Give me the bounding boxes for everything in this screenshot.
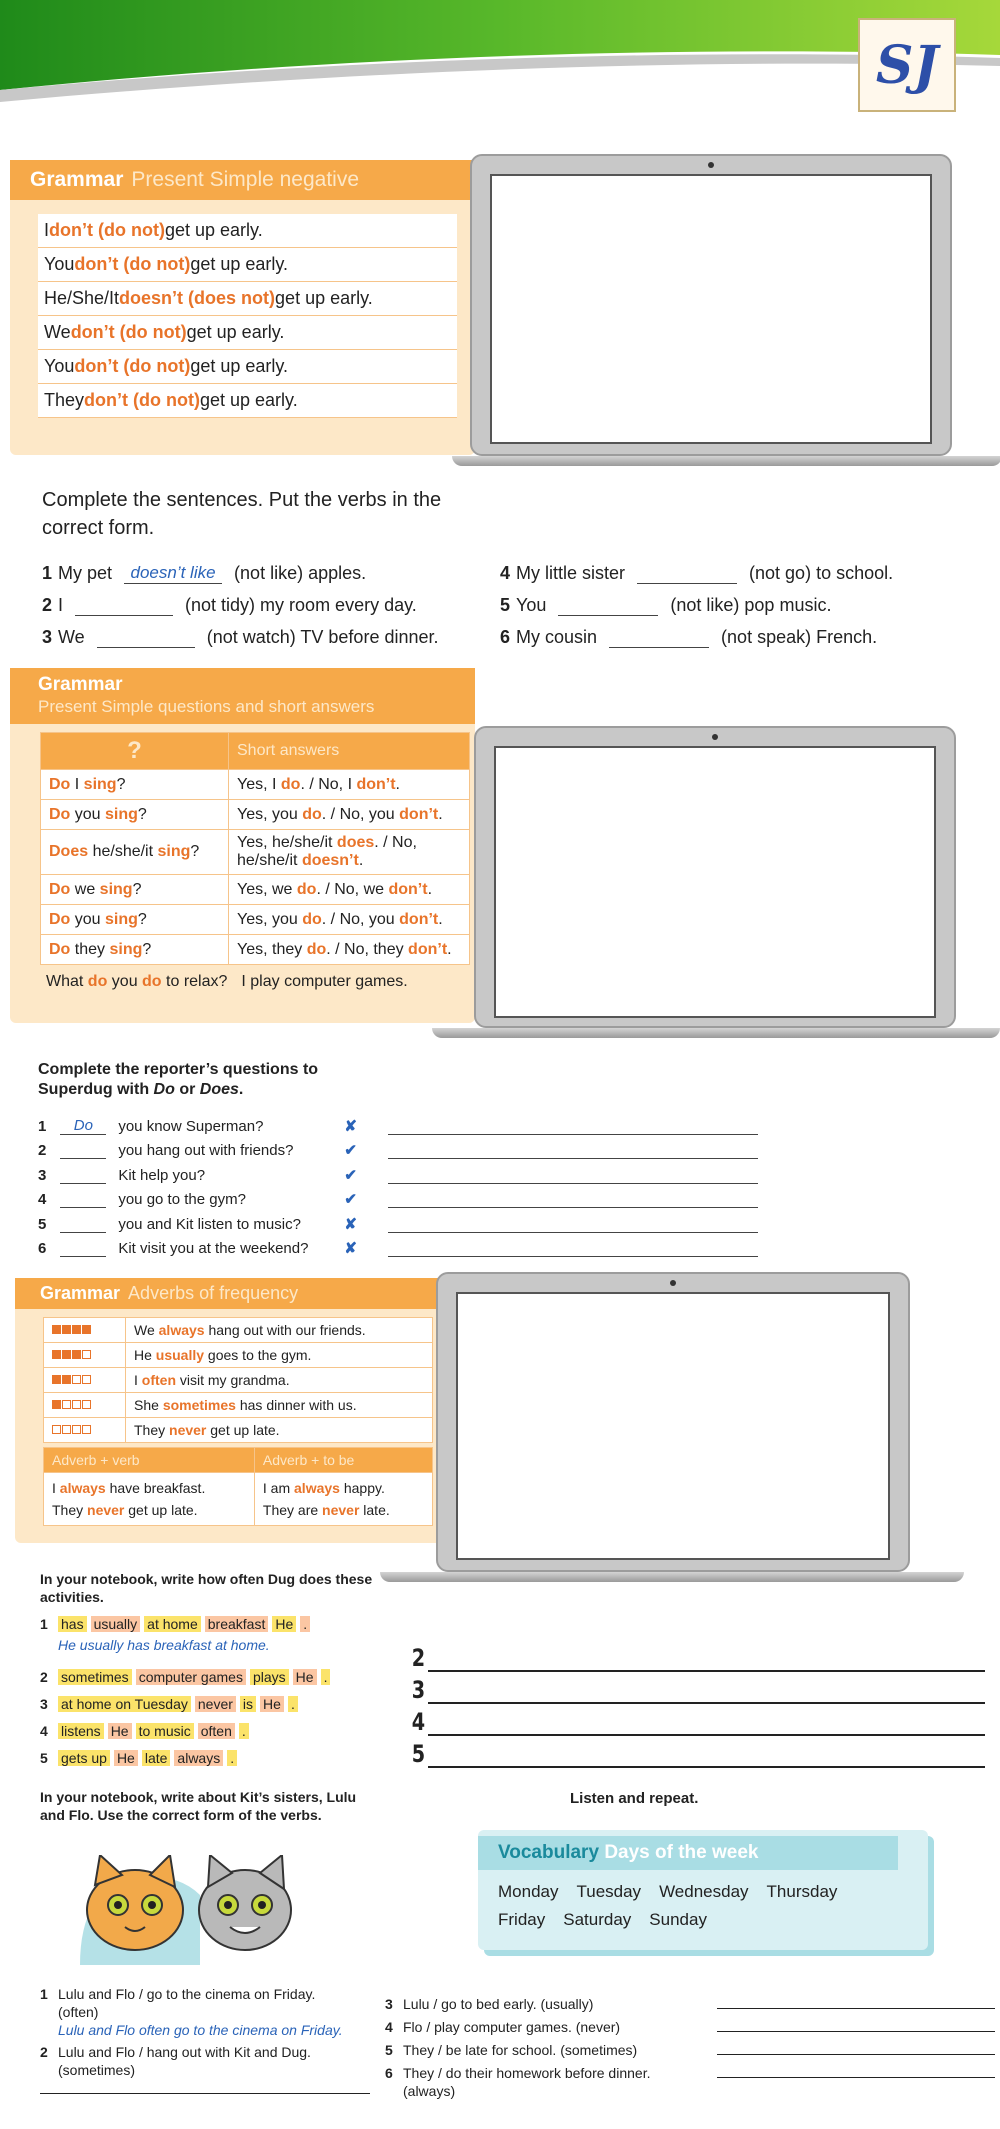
answer-line[interactable] [717, 2031, 995, 2032]
answer-blank[interactable]: doesn’t like [124, 563, 222, 584]
day-word: Sunday [649, 1910, 707, 1929]
answer-line[interactable]: 3 [410, 1672, 985, 1704]
days-row-2 [478, 1902, 928, 1930]
example-answer: He usually has breakfast at home. [58, 1637, 270, 1653]
adverb-rules-table [43, 1447, 433, 1526]
cross-icon: ✘ [344, 1240, 357, 1257]
adverbs-table [43, 1317, 433, 1443]
answer-line[interactable]: 4 [410, 1704, 985, 1736]
col-question: ? [41, 733, 229, 770]
laptop-image-2 [462, 720, 1000, 1045]
answer-blank[interactable] [637, 583, 737, 584]
answer-line[interactable] [388, 1183, 758, 1184]
exercise-3-answer-lines [410, 1640, 985, 1768]
sentence-item: 4 My little sister (not go) to school. [500, 563, 894, 583]
word-chip: never [195, 1696, 236, 1712]
word-chip: plays [250, 1669, 289, 1685]
word-chip: at home on Tuesday [58, 1696, 191, 1712]
col-adverb-verb: Adverb + verb [44, 1448, 255, 1473]
table-row: She sometimes has dinner with us. [44, 1393, 433, 1418]
exercise-3-instruction: In your notebook, write how often Dug does these activities. [40, 1571, 373, 1605]
day-word: Wednesday [659, 1882, 749, 1901]
day-word: Tuesday [576, 1882, 642, 1901]
answer-blank[interactable] [609, 647, 709, 648]
question-item: 4 you go to the gym? ✔ [38, 1184, 758, 1209]
grammar-title: Grammar [38, 674, 123, 695]
table-row: He usually goes to the gym. [44, 1343, 433, 1368]
tick-icon: ✔ [344, 1166, 357, 1184]
answer-line[interactable] [388, 1256, 758, 1257]
item-number: 4 [40, 1722, 48, 1739]
answer-line[interactable] [40, 2093, 370, 2094]
table-row: Do we sing? Yes, we do. / No, we don’t. [41, 875, 470, 905]
logo [858, 18, 956, 112]
day-word: Monday [498, 1882, 559, 1901]
question-item: 2 you hang out with friends? ✔ [38, 1135, 758, 1160]
grammar-rows [10, 200, 475, 418]
item-number: 1 [40, 1615, 48, 1632]
item-number: 5 [40, 1749, 48, 1766]
answer-blank[interactable] [60, 1232, 106, 1233]
item-number: 2 [40, 1668, 48, 1685]
answer-blank[interactable] [60, 1207, 106, 1208]
grammar-row: They don’t (do not) get up early. [38, 384, 457, 418]
logo-text: SJ [875, 34, 939, 96]
word-chip: at home [144, 1616, 201, 1632]
question-item: 3 Kit help you? ✔ [38, 1159, 758, 1184]
word-chip: He [114, 1750, 138, 1766]
prompt-item: 4 Flo / play computer games. (never) [385, 2013, 995, 2036]
answer-line[interactable] [717, 2054, 995, 2055]
cross-icon: ✘ [344, 1215, 357, 1233]
grammar-box-adverbs [15, 1278, 445, 1543]
grammar-header [10, 668, 475, 724]
prompt-item: 6 They / do their homework before dinner. [385, 2059, 995, 2082]
word-chip: gets up [58, 1750, 110, 1766]
grammar-row: I don’t (do not) get up early. [38, 214, 457, 248]
prompt-item: 2 Lulu and Flo / hang out with Kit and Dug. (sometimes) [40, 2044, 311, 2078]
day-word: Thursday [766, 1882, 838, 1901]
adverb-to-be-examples: I am always happy. They are never late. [254, 1473, 432, 1526]
table-row: Does he/she/it sing? Yes, he/she/it does. / No, he/she/it doesn’t. [41, 830, 470, 875]
grammar-header [15, 1278, 445, 1309]
item-number: 2 [38, 1142, 47, 1159]
day-word: Saturday [563, 1910, 632, 1929]
sentence-item: 1 My pet doesn’t like (not like) apples. [42, 563, 367, 583]
scramble-item [40, 1610, 420, 1637]
item-number: 3 [42, 627, 53, 647]
answer-line[interactable] [388, 1207, 758, 1208]
answer-blank[interactable] [97, 647, 195, 648]
word-chip: . [321, 1669, 331, 1685]
answer-line[interactable] [388, 1232, 758, 1233]
question-item: 6 Kit visit you at the weekend? ✘ [38, 1233, 758, 1258]
grammar-box-negative [10, 160, 475, 455]
table-row: Do I sing? Yes, I do. / No, I don’t. [41, 770, 470, 800]
sentence-item: 6 My cousin (not speak) French. [500, 627, 878, 647]
laptop-image-3 [400, 1270, 970, 1590]
col-short-answers: Short answers [229, 733, 470, 770]
grammar-row: You don’t (do not) get up early. [38, 248, 457, 282]
vocabulary-box [478, 1830, 928, 1950]
word-chip: . [288, 1696, 298, 1712]
answer-line[interactable] [388, 1158, 758, 1159]
grammar-row: You don’t (do not) get up early. [38, 350, 457, 384]
question-item: 5 you and Kit listen to music? ✘ [38, 1208, 758, 1233]
grammar-box-questions [10, 668, 475, 1023]
item-number: 6 [500, 627, 511, 647]
cats-illustration [70, 1855, 330, 1970]
exercise-3-items [40, 1610, 420, 1771]
item-number: 3 [40, 1695, 48, 1712]
tick-icon: ✔ [344, 1142, 357, 1159]
table-row: I often visit my grandma. [44, 1368, 433, 1393]
answer-blank[interactable] [60, 1256, 106, 1257]
item-number: 5 [38, 1215, 47, 1233]
grammar-subtitle: Present Simple questions and short answers [38, 697, 375, 716]
table-row: Do they sing? Yes, they do. / No, they don’t. [41, 935, 470, 965]
green-wave-graphic [0, 0, 1000, 110]
item-number: 4 [38, 1191, 47, 1208]
word-chip: computer games [136, 1669, 246, 1685]
answer-blank[interactable] [75, 615, 173, 616]
word-chip: . [300, 1616, 310, 1632]
word-chip: usually [91, 1616, 141, 1632]
exercise-1-left [42, 552, 502, 648]
answer-blank[interactable] [558, 615, 658, 616]
col-adverb-to-be: Adverb + to be [254, 1448, 432, 1473]
scramble-item [40, 1717, 420, 1744]
sentence-item: 5 You (not like) pop music. [500, 595, 832, 615]
sentence-item: 2 I (not tidy) my room every day. [42, 595, 417, 615]
questions-table [40, 732, 470, 965]
exercise-2-instruction: Complete the reporter’s questions to Superdug with Do or Does. [38, 1061, 319, 1098]
sentence-item: 3 We (not watch) TV before dinner. [42, 627, 439, 647]
answer-blank[interactable]: Do [60, 1117, 106, 1135]
word-chip: breakfast [205, 1616, 269, 1632]
grammar-subtitle: Present Simple negative [131, 168, 360, 191]
day-word: Friday [498, 1910, 546, 1929]
listen-instruction: Listen and repeat. [570, 1790, 699, 1807]
word-chip: He [108, 1723, 132, 1739]
word-chip: is [240, 1696, 256, 1712]
scramble-item [40, 1744, 420, 1771]
adverb-verb-examples: I always have breakfast. They never get up late. [44, 1473, 255, 1526]
grammar-row: We don’t (do not) get up early. [38, 316, 457, 350]
frequency-icon [44, 1318, 126, 1343]
exercise-2-items [38, 1110, 758, 1257]
grammar-title: Grammar [30, 168, 124, 191]
word-chip: often [198, 1723, 235, 1739]
grammar-title: Grammar [40, 1283, 121, 1303]
word-chip: to music [136, 1723, 194, 1739]
cross-icon: ✘ [344, 1117, 357, 1135]
item-number: 4 [500, 563, 511, 583]
table-row: We always hang out with our friends. [44, 1318, 433, 1343]
exercise-1-instruction: Complete the sentences. Put the verbs in the correct form. [42, 489, 442, 539]
exercise-4-right: 3 Lulu / go to bed early. (usually) 4 Flo / play computer games. (never) 5 They / be late for school. (sometimes) 6 They / do their homework before dinner. (always) [385, 1990, 995, 2100]
word-chip: . [227, 1750, 237, 1766]
table-row: Do you sing? Yes, you do. / No, you don’t. [41, 800, 470, 830]
table-row: They never get up late. [44, 1418, 433, 1443]
answer-blank[interactable] [60, 1183, 106, 1184]
word-chip: sometimes [58, 1669, 132, 1685]
days-row-1 [478, 1870, 928, 1902]
prompt-item: 5 They / be late for school. (sometimes) [385, 2036, 995, 2059]
item-number: 3 [38, 1166, 47, 1184]
frequency-icon [44, 1393, 126, 1418]
answer-line[interactable] [717, 2008, 995, 2009]
word-chip: He [293, 1669, 317, 1685]
word-chip: always [174, 1750, 223, 1766]
frequency-icon [44, 1343, 126, 1368]
word-chip: has [58, 1616, 87, 1632]
tick-icon: ✔ [344, 1191, 357, 1208]
scramble-item [40, 1690, 420, 1717]
word-chip: listens [58, 1723, 104, 1739]
answer-line[interactable]: 2 [410, 1640, 985, 1672]
answer-line[interactable] [388, 1134, 758, 1135]
word-chip: late [142, 1750, 171, 1766]
table-row: Do you sing? Yes, you do. / No, you don’t. [41, 905, 470, 935]
item-number: 5 [500, 595, 511, 615]
item-number: 2 [42, 595, 53, 615]
scramble-item [40, 1663, 420, 1690]
laptop-image-1 [462, 150, 1000, 470]
word-chip: . [239, 1723, 249, 1739]
word-chip: He [272, 1616, 296, 1632]
grammar-row: He/She/It doesn’t (does not) get up early. [38, 282, 457, 316]
exercise-1-right [500, 552, 970, 648]
item-number: 1 [42, 563, 53, 583]
answer-blank[interactable] [60, 1158, 106, 1159]
prompt-item: 1 Lulu and Flo / go to the cinema on Friday. (often) [40, 1986, 316, 2020]
answer-line[interactable]: 5 [410, 1736, 985, 1768]
grammar-header [10, 160, 475, 200]
header-banner [0, 0, 1000, 110]
frequency-icon [44, 1368, 126, 1393]
example-answer: Lulu and Flo often go to the cinema on Friday. [58, 2022, 343, 2038]
exercise-4-instruction: In your notebook, write about Kit’s sisters, Lulu and Flo. Use the correct form of the verbs. [40, 1789, 357, 1823]
prompt-item: 3 Lulu / go to bed early. (usually) [385, 1990, 995, 2013]
grammar-subtitle: Adverbs of frequency [128, 1283, 299, 1303]
item-number: 6 [38, 1240, 47, 1257]
exercise-4-left [40, 1985, 375, 2094]
grammar-example: What do you do to relax? I play computer games. [46, 973, 408, 990]
item-number: 1 [38, 1117, 47, 1135]
answer-line[interactable] [717, 2077, 995, 2078]
question-item: 1 Do you know Superman? ✘ [38, 1110, 758, 1135]
word-chip: He [260, 1696, 284, 1712]
frequency-icon [44, 1418, 126, 1443]
vocabulary-header: Vocabulary Days of the week [478, 1836, 898, 1870]
